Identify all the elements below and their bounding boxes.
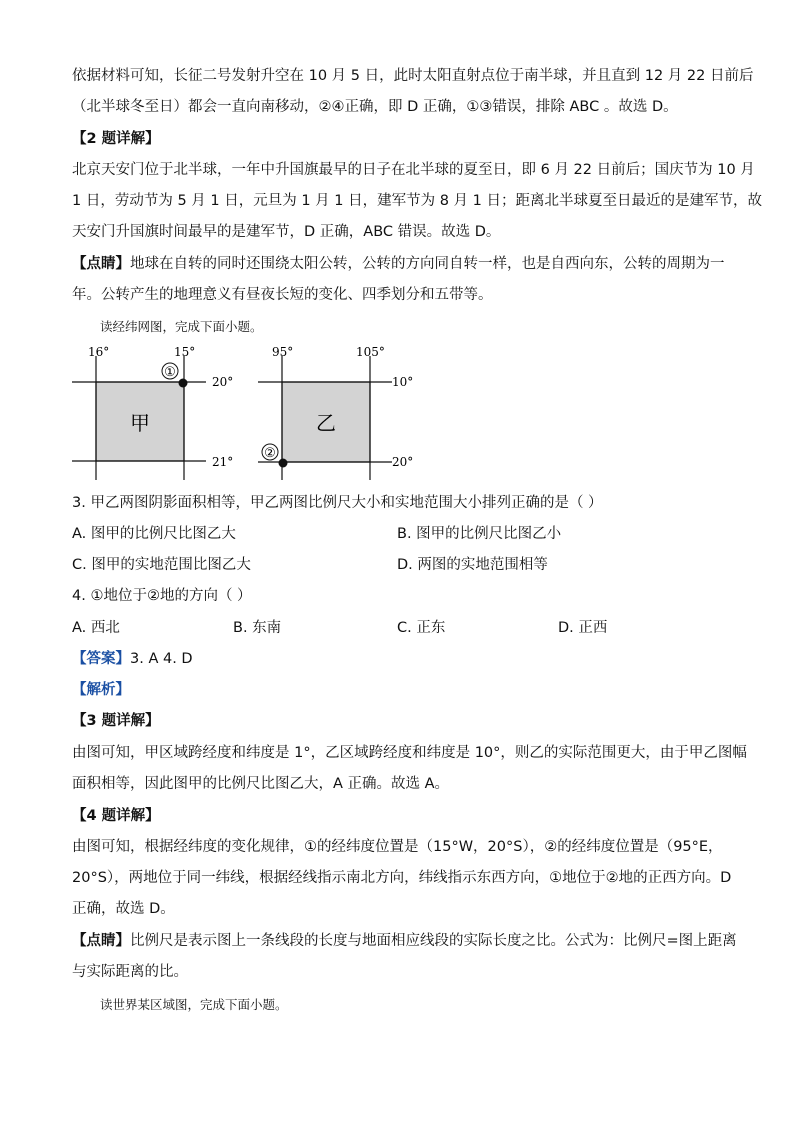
text-line: （北半球冬至日）都会一直向南移动，②④正确，即 D 正确，①③错误，排除 ABC 。故选 D。 bbox=[72, 99, 678, 115]
dianjing-paragraph bbox=[72, 254, 725, 274]
text-line: 天安门升国旗时间最早的是建军节，D 正确，ABC 错误。故选 D。 bbox=[72, 224, 501, 240]
q4-option-a[interactable]: A. 西北 bbox=[72, 620, 120, 636]
question-4: 4. ①地位于②地的方向（ ） bbox=[72, 588, 252, 604]
lat-lon-grid-figure bbox=[66, 340, 426, 480]
answer-tag: 【答案】 bbox=[72, 651, 130, 667]
text-line: 依据材料可知，长征二号发射升空在 10 月 5 日，此时太阳直射点位于南半球，并且直到 12 月 22 日前后 bbox=[72, 68, 754, 84]
yi-lat-top: 10° bbox=[392, 375, 414, 389]
text-line: 年。公转产生的地理意义有昼夜长短的变化、四季划分和五带等。 bbox=[72, 287, 493, 303]
dianjing-text: 地球在自转的同时还围绕太阳公转，公转的方向同自转一样，也是自西向东，公转的周期为一 bbox=[130, 256, 725, 272]
section-heading: 【4 题详解】 bbox=[72, 808, 160, 824]
jia-lon-left: 16° bbox=[88, 345, 110, 359]
question-intro: 读经纬网图，完成下面小题。 bbox=[100, 319, 263, 334]
yi-lat-bottom: 20° bbox=[392, 455, 414, 469]
text-line: 与实际距离的比。 bbox=[72, 964, 188, 980]
section-heading: 【3 题详解】 bbox=[72, 713, 160, 729]
point-2-label: ② bbox=[264, 446, 276, 461]
q3-option-c[interactable]: C. 图甲的实地范围比图乙大 bbox=[72, 557, 251, 573]
jia-lat-bottom: 21° bbox=[212, 455, 234, 469]
yi-label: 乙 bbox=[316, 411, 336, 435]
text-line: 20°S），两地位于同一纬线，根据经线指示南北方向，纬线指示东西方向，①地位于②地的正西方向。D bbox=[72, 870, 732, 886]
question-intro: 读世界某区域图，完成下面小题。 bbox=[100, 997, 288, 1012]
question-3: 3. 甲乙两图阴影面积相等，甲乙两图比例尺大小和实地范围大小排列正确的是（ ） bbox=[72, 495, 603, 511]
point-1-label: ① bbox=[164, 365, 176, 380]
dianjing-text: 比例尺是表示图上一条线段的长度与地面相应线段的实际长度之比。公式为：比例尺=图上距离 bbox=[130, 933, 737, 949]
dianjing-tag: 【点睛】 bbox=[72, 933, 130, 949]
text-line: 1 日，劳动节为 5 月 1 日，元旦为 1 月 1 日，建军节为 8 月 1 日；距离北半球夏至日最近的是建军节，故 bbox=[72, 193, 762, 209]
dianjing-paragraph bbox=[72, 931, 737, 951]
analysis-tag: 【解析】 bbox=[72, 682, 130, 698]
jia-lon-right: 15° bbox=[174, 345, 196, 359]
answer-line bbox=[72, 649, 722, 669]
q3-option-a[interactable]: A. 图甲的比例尺比图乙大 bbox=[72, 526, 236, 542]
jia-lat-top: 20° bbox=[212, 375, 234, 389]
q4-option-b[interactable]: B. 东南 bbox=[233, 620, 282, 636]
yi-lon-left: 95° bbox=[272, 345, 294, 359]
dianjing-tag: 【点睛】 bbox=[72, 256, 130, 272]
section-heading: 【2 题详解】 bbox=[72, 131, 160, 147]
answer-values: 3. A 4. D bbox=[130, 651, 193, 667]
q4-option-c[interactable]: C. 正东 bbox=[397, 620, 446, 636]
q3-option-d[interactable]: D. 两图的实地范围相等 bbox=[397, 557, 548, 573]
yi-lon-right: 105° bbox=[356, 345, 385, 359]
text-line: 由图可知，甲区域跨经度和纬度是 1°，乙区域跨经度和纬度是 10°，则乙的实际范围更大，由于甲乙图幅 bbox=[72, 745, 747, 761]
q4-option-d[interactable]: D. 正西 bbox=[558, 620, 608, 636]
text-line: 面积相等，因此图甲的比例尺比图乙大，A 正确。故选 A。 bbox=[72, 776, 450, 792]
text-line: 由图可知，根据经纬度的变化规律，①的经纬度位置是（15°W，20°S），②的经纬度位置是（95°E， bbox=[72, 839, 723, 855]
point-1-marker bbox=[179, 379, 188, 388]
point-2-marker bbox=[279, 459, 288, 468]
q3-option-b[interactable]: B. 图甲的比例尺比图乙小 bbox=[397, 526, 562, 542]
text-line: 北京天安门位于北半球，一年中升国旗最早的日子在北半球的夏至日，即 6 月 22 日前后；国庆节为 10 月 bbox=[72, 162, 755, 178]
text-line: 正确，故选 D。 bbox=[72, 901, 175, 917]
jia-label: 甲 bbox=[130, 411, 150, 435]
